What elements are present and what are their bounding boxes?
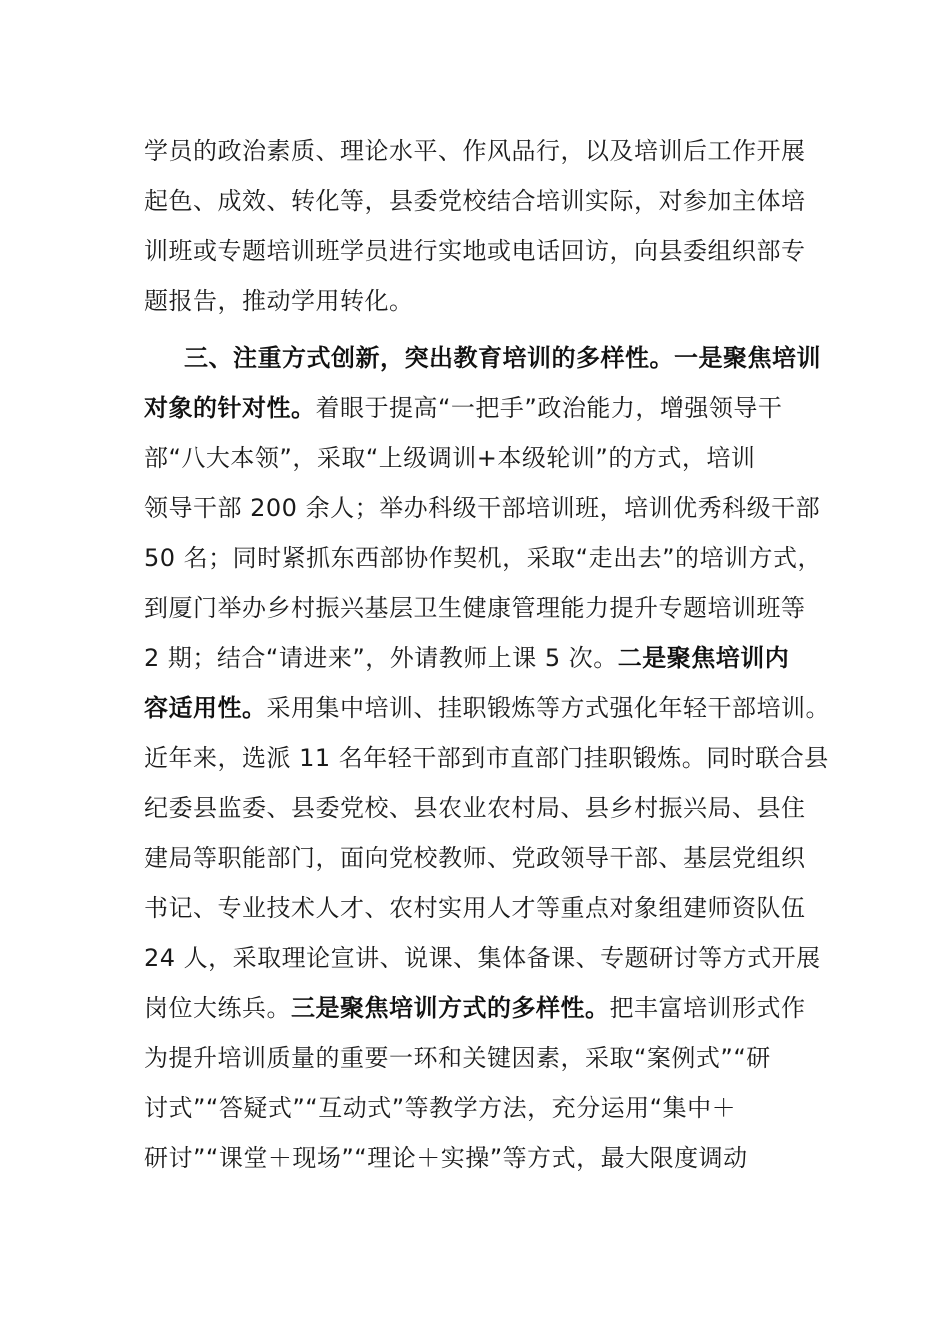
subheading-bold: 三是聚焦培训方式的多样性。 <box>291 994 610 1022</box>
text-run: 把丰富培训形式作 <box>609 994 806 1022</box>
text-run: 着眼于提高“一把手”政治能力，增强领导干 <box>315 394 783 422</box>
text-line <box>144 443 755 473</box>
subheading-bold: 容适用性。 <box>144 694 267 722</box>
text-line <box>144 286 414 316</box>
text-run: 纪委县监委、县委党校、县农业农村局、县乡村振兴局、县住 <box>144 794 806 822</box>
text-run: 为提升培训质量的重要一环和关键因素，采取“案例式”“研 <box>144 1044 771 1072</box>
section-heading: 三、注重方式创新，突出教育培训的多样性。一是聚焦培训 <box>184 344 821 372</box>
text-line <box>144 793 806 823</box>
text-run: 起色、成效、转化等，县委党校结合培训实际，对参加主体培 <box>144 187 806 215</box>
text-run: 到厦门举办乡村振兴基层卫生健康管理能力提升专题培训班等 <box>144 594 806 622</box>
text-line <box>144 643 789 673</box>
text-line <box>144 1143 748 1173</box>
section-heading-line <box>184 343 821 373</box>
text-run: 近年来，选派 11 名年轻干部到市直部门挂职锻炼。同时联合县 <box>144 744 829 772</box>
text-line <box>144 493 820 523</box>
text-line <box>144 743 829 773</box>
text-line <box>144 593 806 623</box>
text-line <box>144 943 821 973</box>
text-run: 题报告，推动学用转化。 <box>144 287 414 315</box>
text-line <box>144 843 806 873</box>
text-run: 建局等职能部门，面向党校教师、党政领导干部、基层党组织 <box>144 844 806 872</box>
text-run: 学员的政治素质、理论水平、作风品行，以及培训后工作开展 <box>144 137 806 165</box>
text-line <box>144 993 806 1023</box>
text-run: 岗位大练兵。 <box>144 994 291 1022</box>
text-line <box>144 393 782 423</box>
text-run: 训班或专题培训班学员进行实地或电话回访，向县委组织部专 <box>144 237 806 265</box>
text-line <box>144 236 806 266</box>
text-run: 领导干部 200 余人；举办科级干部培训班，培训优秀科级干部 <box>144 494 821 522</box>
text-run: 书记、专业技术人才、农村实用人才等重点对象组建师资队伍 <box>144 894 806 922</box>
text-line <box>144 893 806 923</box>
text-line <box>144 543 822 573</box>
text-run: 24 人，采取理论宣讲、说课、集体备课、专题研讨等方式开展 <box>144 944 821 972</box>
subheading-bold: 对象的针对性。 <box>144 394 316 422</box>
text-line <box>144 1093 736 1123</box>
text-run: 讨式”“答疑式”“互动式”等教学方法，充分运用“集中＋ <box>144 1094 737 1122</box>
text-run: 部“八大本领”，采取“上级调训+本级轮训”的方式，培训 <box>144 444 756 472</box>
text-run: 2 期；结合“请进来”，外请教师上课 5 次。 <box>144 644 618 672</box>
text-line <box>144 693 830 723</box>
text-line <box>144 136 806 166</box>
text-line <box>144 1043 771 1073</box>
text-run: 采用集中培训、挂职锻炼等方式强化年轻干部培训。 <box>266 694 830 722</box>
text-line <box>144 186 806 216</box>
text-run: 研讨”“课堂＋现场”“理论＋实操”等方式，最大限度调动 <box>144 1144 748 1172</box>
text-run: 50 名；同时紧抓东西部协作契机，采取“走出去”的培训方式， <box>144 544 823 572</box>
subheading-bold: 二是聚焦培训内 <box>617 644 790 672</box>
